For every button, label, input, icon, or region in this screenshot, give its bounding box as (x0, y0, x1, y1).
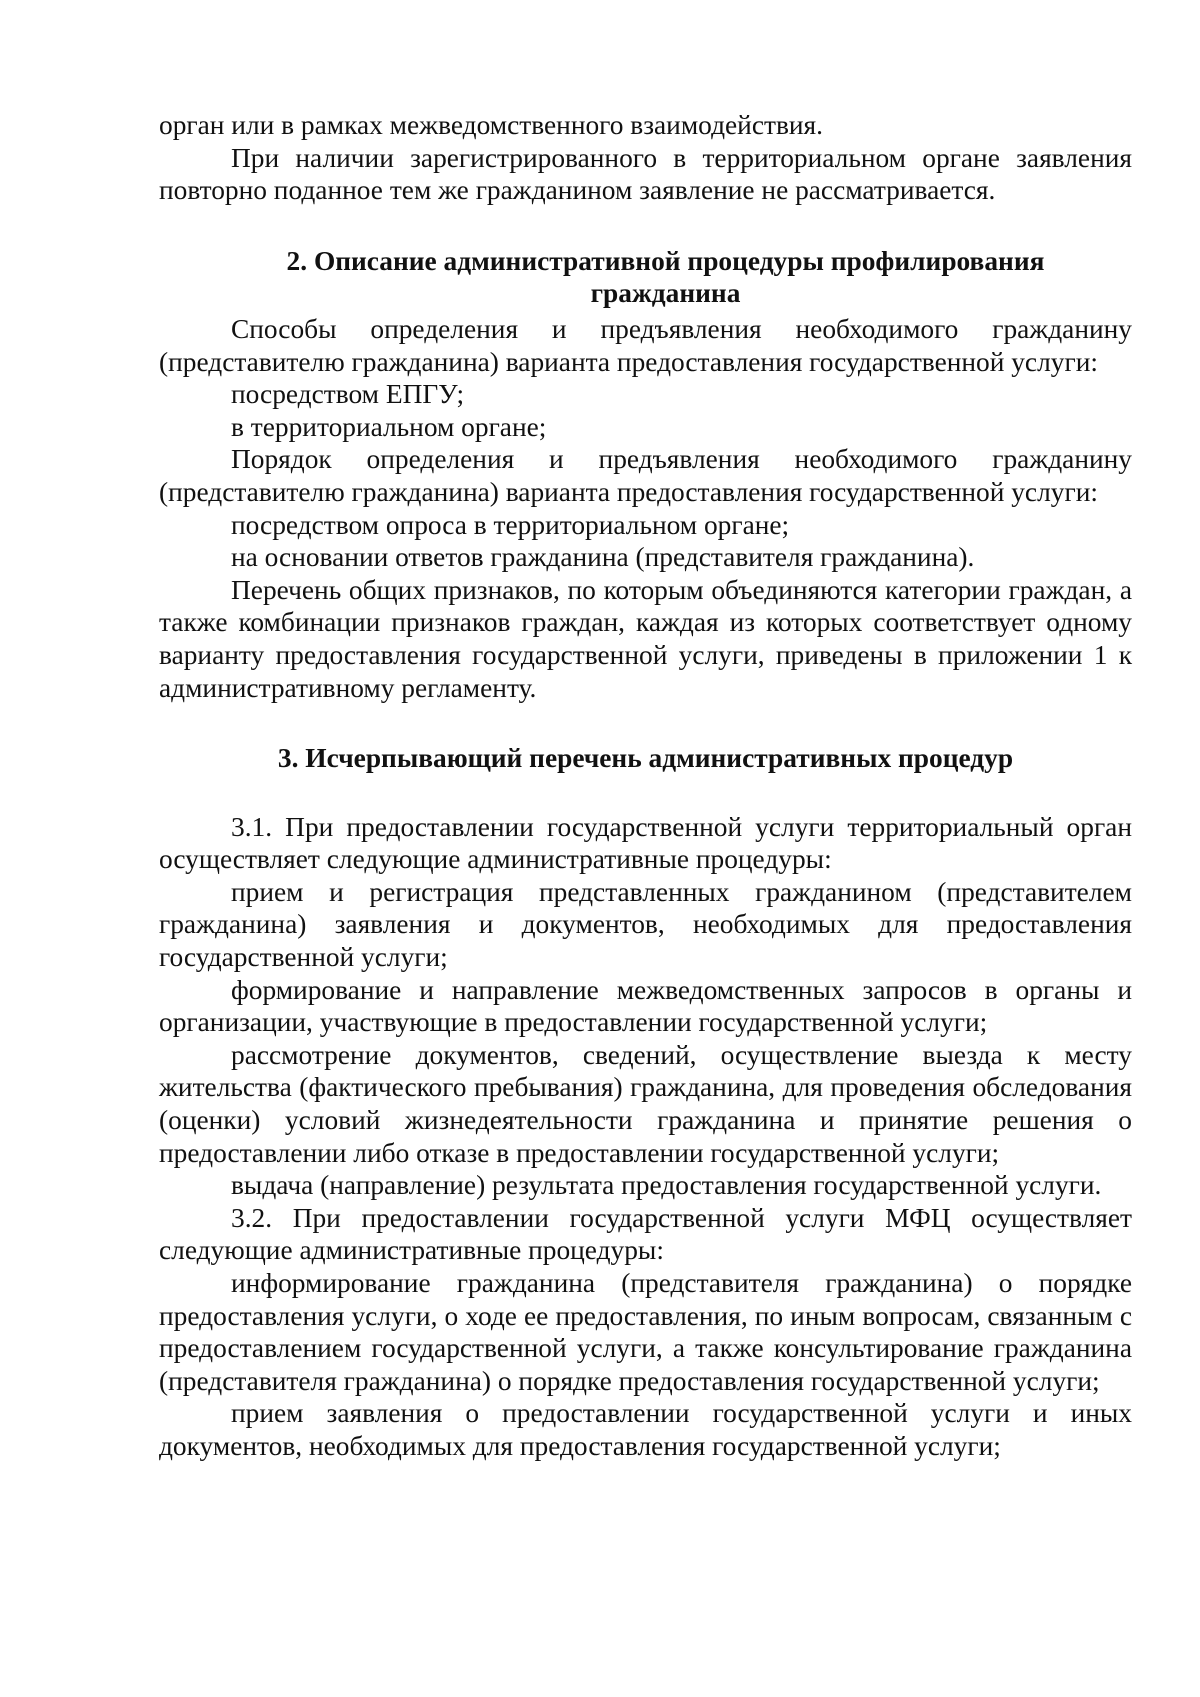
paragraph-3-2: 3.2. При предоставлении государственной услуги МФЦ осуществляет следующие административные процедуры: (159, 1202, 1132, 1266)
list-item-application-reception: прием заявления о предоставлении государственной услуги и иных документов, необходимых для предоставления государственной услуги; (159, 1398, 1132, 1461)
paragraph-methods: Способы определения и предъявления необходимого гражданину (представителю гражданина) варианта предоставления государственной услуги: (159, 313, 1132, 377)
list-item-informing: информирование гражданина (представителя гражданина) о порядке предоставления услуги, о ходе ее предоставления, по иным вопросам, связанным с предоставлением государственной услуги, а также консультирование гражданина (представителя гражданина) о порядке предоставления государственной услуги; (159, 1268, 1132, 1396)
list-item-epgu: посредством ЕПГУ; (231, 379, 465, 410)
document-page (159, 109, 1132, 1463)
paragraph-3-1: 3.1. При предоставлении государственной услуги территориальный орган осуществляет следующие административные процедуры: (159, 811, 1132, 875)
list-item-answers: на основании ответов гражданина (представителя гражданина). (231, 542, 975, 573)
list-item-reception-registration: прием и регистрация представленных гражданином (представителем гражданина) заявления и документов, необходимых для предоставления государственной услуги; (159, 876, 1132, 973)
list-item-result-issuance: выдача (направление) результата предоставления государственной услуги. (231, 1170, 1102, 1201)
list-item-survey: посредством опроса в территориальном органе; (231, 509, 790, 540)
section-2-heading-line-1: 2. Описание административной процедуры профилирования (286, 245, 1045, 276)
paragraph-repeat-application: При наличии зарегистрированного в территориальном органе заявления повторно поданное тем же гражданином заявление не рассматривается. (159, 142, 1132, 206)
section-2-heading-line-2: гражданина (590, 278, 741, 309)
paragraph-criteria-list: Перечень общих признаков, по которым объединяются категории граждан, а также комбинации признаков граждан, каждая из которых соответствует одному варианту предоставления государственной услуги, приведены в приложении 1 к административному регламенту. (159, 574, 1132, 703)
paragraph-continuation: орган или в рамках межведомственного взаимодействия. (159, 110, 823, 140)
list-item-review-decision: рассмотрение документов, сведений, осуществление выезда к месту жительства (фактического пребывания) гражданина, для проведения обследования (оценки) условий жизнедеятельности гражданина и принятие решения о предоставлении либо отказе в предоставлении государственной услуги; (159, 1039, 1132, 1168)
paragraph-procedure: Порядок определения и предъявления необходимого гражданину (представителю гражданина) варианта предоставления государственной услуги: (159, 444, 1132, 507)
section-3-heading: 3. Исчерпывающий перечень административных процедур (277, 743, 1014, 774)
list-item-territorial-body: в территориальном органе; (231, 411, 547, 442)
section-2-heading (159, 245, 1132, 310)
list-item-interagency-requests: формирование и направление межведомственных запросов в органы и организации, участвующие в предоставлении государственной услуги; (159, 974, 1132, 1038)
